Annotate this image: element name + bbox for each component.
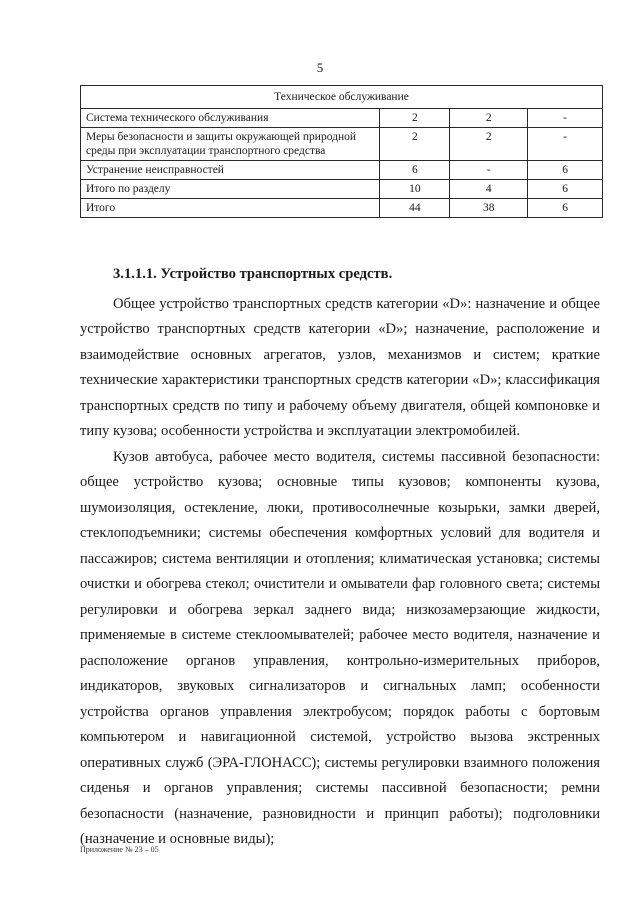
section-heading: 3.1.1.1. Устройство транспортных средств. bbox=[113, 266, 393, 282]
cell-total: 2 bbox=[380, 128, 450, 161]
paragraph: Общее устройство транспортных средств категории «D»: назначение и общее устройство транспортных средств категории «D»; назначение, расположение и взаимодействие основных агрегатов, узлов, механизмов и систем; краткие технические характеристики транспортных средств категории «D»; классификация транспортных средств по типу и рабочему объему двигателя, общей компоновке и типу кузова; особенности устройства и эксплуатации электромобилей. bbox=[80, 295, 600, 439]
table-title: Техническое обслуживание bbox=[81, 86, 603, 109]
cell-theory: 4 bbox=[450, 180, 528, 199]
cell-theory: 2 bbox=[450, 109, 528, 128]
section-body bbox=[80, 262, 600, 853]
table-row bbox=[81, 109, 603, 128]
cell-theory: 2 bbox=[450, 128, 528, 161]
cell-total: 10 bbox=[380, 180, 450, 199]
row-label: Система технического обслуживания bbox=[81, 109, 380, 128]
cell-practice: 6 bbox=[528, 180, 603, 199]
row-label: Устранение неисправностей bbox=[81, 161, 380, 180]
table-row bbox=[81, 161, 603, 180]
cell-total: 6 bbox=[380, 161, 450, 180]
row-label: Меры безопасности и защиты окружающей природной среды при эксплуатации транспортного средства bbox=[81, 128, 380, 161]
page-number: 5 bbox=[316, 60, 324, 75]
cell-practice: 6 bbox=[528, 199, 603, 218]
cell-practice: - bbox=[528, 109, 603, 128]
paragraph: Кузов автобуса, рабочее место водителя, системы пассивной безопасности: общее устройство кузова; основные типы кузовов; компоненты кузова, шумоизоляция, остекление, люки, противосолнечные козырьки, замки дверей, стеклоподъемники; системы обеспечения комфортных условий для водителя и пассажиров; система вентиляции и отопления; климатическая установка; системы очистки и обогрева стекол; очистители и омыватели фар головного света; системы регулировки и обогрева зеркал заднего вида; низкозамерзающие жидкости, применяемые в системе стеклоомывателей; рабочее место водителя, назначение и расположение органов управления, контрольно-измерительных приборов, индикаторов, звуковых сигнализаторов и сигнальных ламп; особенности устройства органов управления электробусом; порядок работы с бортовым компьютером и навигационной системой, устройство вызова экстренных оперативных служб (ЭРА-ГЛОНАСС); системы регулировки взаимного положения сиденья и органов управления; системы пассивной безопасности; ремни безопасности (назначение, разновидности и принцип работы); подголовники (назначение и основные виды); bbox=[80, 448, 600, 847]
table-row bbox=[81, 180, 603, 199]
cell-practice: 6 bbox=[528, 161, 603, 180]
table-row bbox=[81, 199, 603, 218]
row-label: Итого по разделу bbox=[81, 180, 380, 199]
cell-total: 44 bbox=[380, 199, 450, 218]
cell-theory: - bbox=[450, 161, 528, 180]
table-title-row bbox=[81, 86, 603, 109]
hours-table bbox=[80, 85, 603, 218]
cell-theory: 38 bbox=[450, 199, 528, 218]
row-label: Итого bbox=[81, 199, 380, 218]
cell-total: 2 bbox=[380, 109, 450, 128]
footer-note: Приложение № 23 – 05 bbox=[80, 845, 159, 854]
cell-practice: - bbox=[528, 128, 603, 161]
table-row bbox=[81, 128, 603, 161]
